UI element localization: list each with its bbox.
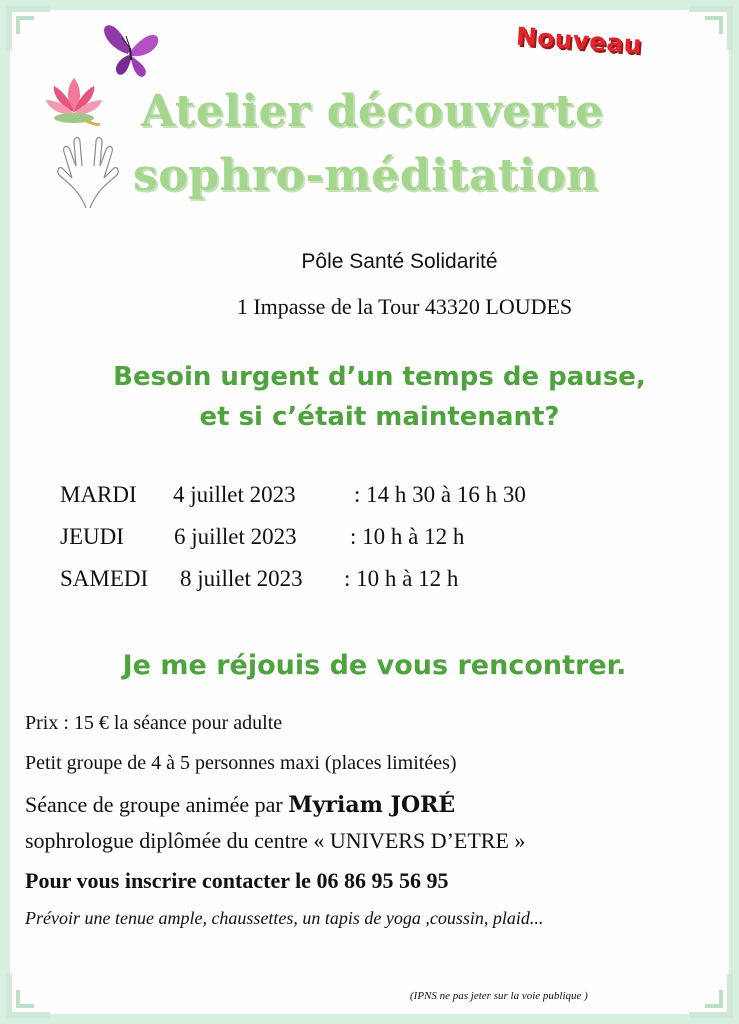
frame-border-bottom bbox=[0, 1014, 739, 1024]
hands-icon bbox=[52, 132, 124, 212]
schedule-day: SAMEDI bbox=[60, 566, 149, 591]
session-leader-prefix: Séance de groupe animée par bbox=[25, 792, 289, 817]
group-size-text: Petit groupe de 4 à 5 personnes maxi (places limitées) bbox=[25, 752, 457, 774]
venue-address: 1 Impasse de la Tour 43320 LOUDES bbox=[236, 294, 573, 319]
what-to-bring-text: Prévoir une tenue ample, chaussettes, un tapis de yoga ,coussin, plaid... bbox=[25, 908, 544, 928]
venue-name: Pôle Santé Solidarité bbox=[301, 250, 498, 273]
credentials-text: sophrologue diplômée du centre « UNIVERS D’ETRE » bbox=[25, 828, 526, 853]
butterfly-icon bbox=[100, 18, 160, 80]
greeting-text: Je me réjouis de vous rencontrer. bbox=[122, 650, 627, 681]
frame-border-top bbox=[0, 0, 739, 10]
corner-ornament-icon bbox=[4, 4, 52, 52]
frame-border-left bbox=[0, 0, 10, 1024]
session-leader-text bbox=[25, 792, 455, 818]
schedule-time: : 14 h 30 à 16 h 30 bbox=[354, 482, 526, 507]
headline-line-2: et si c’était maintenant? bbox=[199, 402, 560, 432]
title-line-2: sophro-méditation bbox=[133, 150, 599, 201]
headline-line-1: Besoin urgent d’un temps de pause, bbox=[113, 362, 646, 392]
corner-ornament-icon bbox=[4, 972, 52, 1020]
schedule-date: 6 juillet 2023 bbox=[174, 524, 297, 549]
schedule-time: : 10 h à 12 h bbox=[344, 566, 459, 591]
title-line-1: Atelier découverte bbox=[141, 86, 604, 137]
contact-phone-text: Pour vous inscrire contacter le 06 86 95 56 95 bbox=[25, 868, 449, 893]
lotus-icon bbox=[44, 72, 104, 128]
footer-notice: (IPNS ne pas jeter sur la voie publique ) bbox=[410, 990, 588, 1002]
leader-name: Myriam JORÉ bbox=[288, 792, 456, 818]
corner-ornament-icon bbox=[687, 4, 735, 52]
frame-border-right bbox=[729, 0, 739, 1024]
schedule-day: JEUDI bbox=[60, 524, 124, 549]
new-badge: Nouveau bbox=[515, 21, 643, 60]
schedule-time: : 10 h à 12 h bbox=[350, 524, 465, 549]
price-text: Prix : 15 € la séance pour adulte bbox=[25, 712, 283, 734]
corner-ornament-icon bbox=[687, 972, 735, 1020]
schedule-day: MARDI bbox=[60, 482, 137, 507]
schedule-date: 8 juillet 2023 bbox=[180, 566, 303, 591]
schedule-date: 4 juillet 2023 bbox=[173, 482, 296, 507]
